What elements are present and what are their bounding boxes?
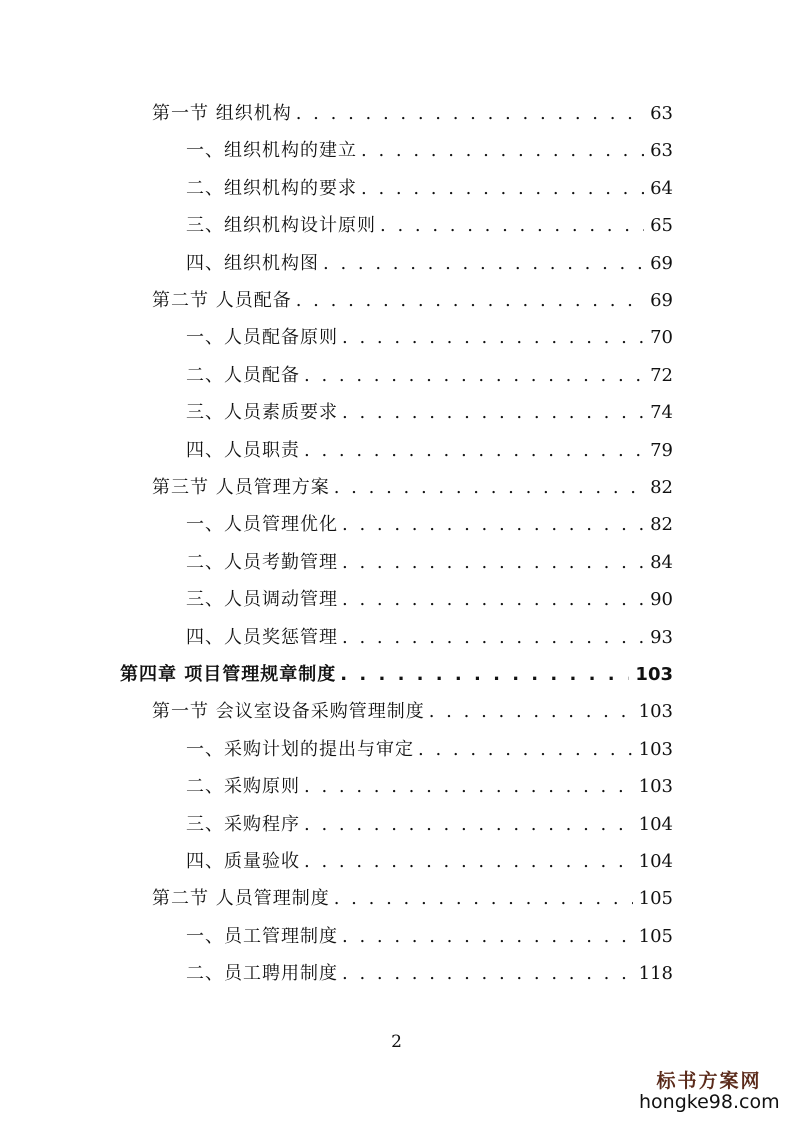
- dot-leader: [342, 549, 644, 577]
- toc-entry-title: 第二节 人员管理制度: [152, 888, 330, 910]
- toc-entry-page: 69: [650, 252, 673, 274]
- toc-entry-item[interactable]: [186, 923, 673, 951]
- toc-entry-item[interactable]: [186, 811, 673, 839]
- toc-entry-section[interactable]: [152, 885, 673, 913]
- toc-entry-title: 四、质量验收: [186, 851, 300, 872]
- toc-entry-page: 118: [638, 963, 673, 985]
- toc-entry-page: 103: [638, 701, 673, 723]
- toc-entry-title: 二、采购原则: [186, 776, 300, 798]
- toc-entry-item[interactable]: [186, 773, 673, 801]
- toc-entry-title: 四、人员职责: [186, 439, 300, 461]
- watermark-title: 标书方案网: [656, 1070, 762, 1092]
- toc-entry-title: 一、采购计划的提出与审定: [186, 738, 414, 760]
- toc-entry-page: 90: [650, 589, 673, 611]
- toc-entry-title: 四、人员奖惩管理: [186, 626, 338, 648]
- toc-entry-item[interactable]: [186, 212, 673, 240]
- toc-entry-page: 103: [638, 738, 673, 760]
- toc-entry-page: 103: [638, 776, 673, 798]
- toc-entry-page: 79: [650, 439, 673, 461]
- toc-entry-item[interactable]: [186, 175, 673, 203]
- toc-entry-title: 一、人员管理优化: [186, 514, 338, 536]
- toc-entry-page: 103: [635, 664, 673, 685]
- toc-entry-item[interactable]: [186, 960, 673, 988]
- toc-entry-section[interactable]: [152, 474, 673, 502]
- dot-leader: [361, 175, 644, 203]
- dot-leader: [304, 773, 633, 801]
- watermark-url: hongke98.com: [639, 1091, 780, 1113]
- dot-leader: [296, 287, 644, 315]
- toc-entry-title: 三、组织机构设计原则: [186, 215, 376, 237]
- dot-leader: [429, 698, 633, 726]
- dot-leader: [304, 437, 644, 465]
- toc-entry-item[interactable]: [186, 848, 673, 876]
- toc-entry-title: 第三节 人员管理方案: [152, 477, 330, 498]
- dot-leader: [304, 848, 633, 876]
- toc-entry-title: 一、员工管理制度: [186, 925, 338, 947]
- toc-entry-page: 74: [650, 402, 673, 424]
- toc-entry-item[interactable]: [186, 549, 673, 577]
- toc-entry-title: 一、组织机构的建立: [186, 140, 357, 162]
- toc-entry-title: 一、人员配备原则: [186, 327, 338, 349]
- toc-entry-section[interactable]: [152, 698, 673, 726]
- dot-leader: [342, 586, 644, 614]
- watermark-logo: [639, 1066, 779, 1113]
- page-number: 2: [391, 1032, 402, 1052]
- dot-leader: [380, 212, 644, 240]
- toc-entry-item[interactable]: [186, 137, 673, 165]
- dot-leader: [342, 399, 644, 427]
- toc-entry-chapter[interactable]: [120, 661, 673, 689]
- toc-entry-page: 70: [650, 327, 673, 349]
- toc-entry-title: 二、员工聘用制度: [186, 963, 338, 985]
- toc-entry-title: 二、人员考勤管理: [186, 551, 338, 573]
- dot-leader: [323, 250, 644, 278]
- dot-leader: [334, 885, 633, 913]
- toc-entry-page: 82: [650, 477, 673, 498]
- toc-entry-item[interactable]: [186, 362, 673, 390]
- dot-leader: [334, 474, 644, 502]
- toc-entry-title: 第二节 人员配备: [152, 290, 292, 311]
- toc-entry-title: 四、组织机构图: [186, 252, 319, 274]
- dot-leader: [418, 736, 633, 764]
- toc-entry-title: 二、组织机构的要求: [186, 177, 357, 199]
- toc-entry-item[interactable]: [186, 250, 673, 278]
- dot-leader: [342, 960, 633, 988]
- toc-entry-page: 63: [650, 140, 673, 162]
- toc-entry-page: 65: [650, 215, 673, 237]
- toc-entry-item[interactable]: [186, 437, 673, 465]
- toc-entry-page: 84: [650, 551, 673, 573]
- dot-leader: [304, 362, 644, 390]
- toc-entry-page: 63: [650, 103, 673, 124]
- toc-entry-item[interactable]: [186, 736, 673, 764]
- toc-entry-page: 93: [650, 626, 673, 648]
- toc-entry-page: 82: [650, 514, 673, 536]
- toc-entry-title: 三、人员素质要求: [186, 402, 338, 424]
- toc-entry-title: 第四章 项目管理规章制度: [120, 664, 337, 685]
- toc-entry-title: 三、采购程序: [186, 813, 300, 835]
- toc-entry-page: 69: [650, 290, 673, 311]
- toc-entry-item[interactable]: [186, 324, 673, 352]
- dot-leader: [342, 923, 633, 951]
- toc-entry-page: 105: [638, 888, 673, 910]
- dot-leader: [304, 811, 633, 839]
- toc-entry-title: 二、人员配备: [186, 364, 300, 386]
- toc-entry-title: 三、人员调动管理: [186, 589, 338, 611]
- dot-leader: [342, 511, 644, 539]
- toc-entry-page: 72: [650, 364, 673, 386]
- toc-entry-section[interactable]: [152, 287, 673, 315]
- dot-leader: [296, 100, 644, 128]
- toc-entry-item[interactable]: [186, 511, 673, 539]
- dot-leader: [340, 661, 629, 689]
- toc-entry-section[interactable]: [152, 100, 673, 128]
- toc-entry-page: 104: [638, 813, 673, 835]
- toc-entry-title: 第一节 组织机构: [152, 103, 292, 124]
- toc-entry-item[interactable]: [186, 399, 673, 427]
- toc-entry-page: 64: [650, 177, 673, 199]
- toc-entry-page: 104: [638, 851, 673, 872]
- toc-entry-title: 第一节 会议室设备采购管理制度: [152, 701, 425, 723]
- dot-leader: [342, 324, 644, 352]
- toc-entry-item[interactable]: [186, 624, 673, 652]
- toc-entry-page: 105: [638, 925, 673, 947]
- dot-leader: [342, 624, 644, 652]
- dot-leader: [361, 137, 644, 165]
- toc-entry-item[interactable]: [186, 586, 673, 614]
